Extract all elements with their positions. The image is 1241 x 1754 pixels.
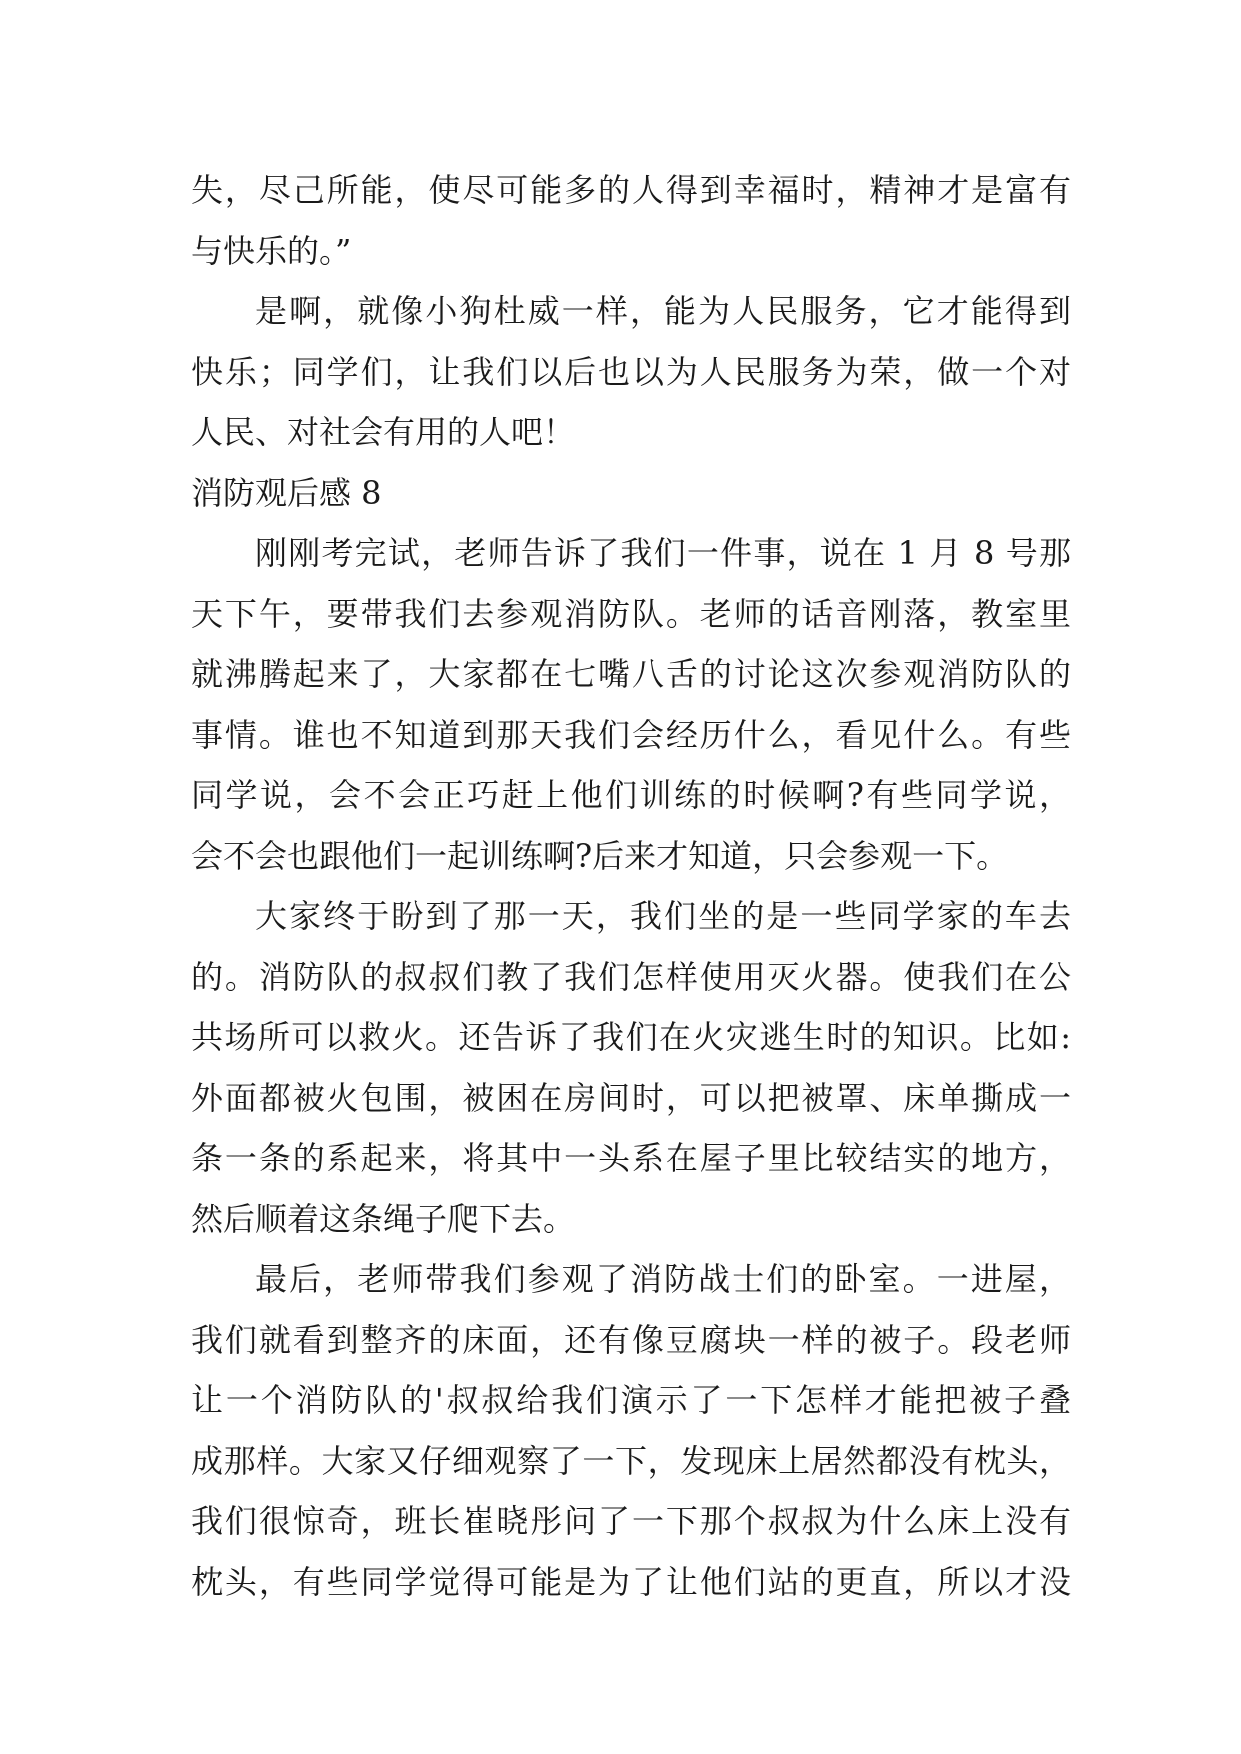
text-line: 事情。谁也不知道到那天我们会经历什么，看见什么。有些 bbox=[191, 715, 1071, 754]
text-line: 的。消防队的叔叔们教了我们怎样使用灭火器。使我们在公 bbox=[191, 957, 1071, 996]
text-line: 我们很惊奇，班长崔晓彤问了一下那个叔叔为什么床上没有 bbox=[191, 1502, 1071, 1540]
text-line: 人民、对社会有用的人吧！ bbox=[191, 413, 576, 451]
text-line: 快乐；同学们，让我们以后也以为人民服务为荣，做一个对 bbox=[191, 352, 1071, 391]
text-line: 与快乐的。” bbox=[191, 231, 352, 270]
text-line: 然后顺着这条绳子爬下去。 bbox=[191, 1199, 576, 1238]
text-line: 失，尽己所能，使尽可能多的人得到幸福时，精神才是富有 bbox=[191, 171, 1071, 209]
text-line: 就沸腾起来了，大家都在七嘴八舌的讨论这次参观消防队的 bbox=[191, 655, 1071, 693]
text-line: 天下午，要带我们去参观消防队。老师的话音刚落，教室里 bbox=[191, 594, 1071, 633]
text-line: 外面都被火包围，被困在房间时，可以把被罩、床单撕成一 bbox=[191, 1078, 1071, 1117]
text-line: 刚刚考完试，老师告诉了我们一件事，说在 1 月 8 号那 bbox=[255, 534, 1071, 572]
text-line: 最后，老师带我们参观了消防战士们的卧室。一进屋， bbox=[255, 1260, 1071, 1298]
text-line: 大家终于盼到了那一天，我们坐的是一些同学家的车去 bbox=[255, 897, 1071, 935]
text-line: 共场所可以救火。还告诉了我们在火灾逃生时的知识。比如: bbox=[191, 1018, 1071, 1056]
text-line: 我们就看到整齐的床面，还有像豆腐块一样的被子。段老师 bbox=[191, 1320, 1071, 1359]
text-line: 是啊，就像小狗杜威一样，能为人民服务，它才能得到 bbox=[255, 292, 1071, 330]
text-line: 同学说，会不会正巧赶上他们训练的时候啊?有些同学说， bbox=[191, 776, 1071, 814]
text-line: 成那样。大家又仔细观察了一下，发现床上居然都没有枕头， bbox=[191, 1441, 1071, 1480]
text-line: 让一个消防队的'叔叔给我们演示了一下怎样才能把被子叠 bbox=[191, 1381, 1071, 1419]
document-body bbox=[191, 160, 1071, 1612]
text-line: 枕头，有些同学觉得可能是为了让他们站的更直，所以才没 bbox=[191, 1562, 1071, 1601]
section-heading: 消防观后感 8 bbox=[191, 473, 382, 512]
text-line: 条一条的系起来，将其中一头系在屋子里比较结实的地方， bbox=[191, 1139, 1071, 1177]
text-line: 会不会也跟他们一起训练啊?后来才知道，只会参观一下。 bbox=[191, 836, 1009, 875]
